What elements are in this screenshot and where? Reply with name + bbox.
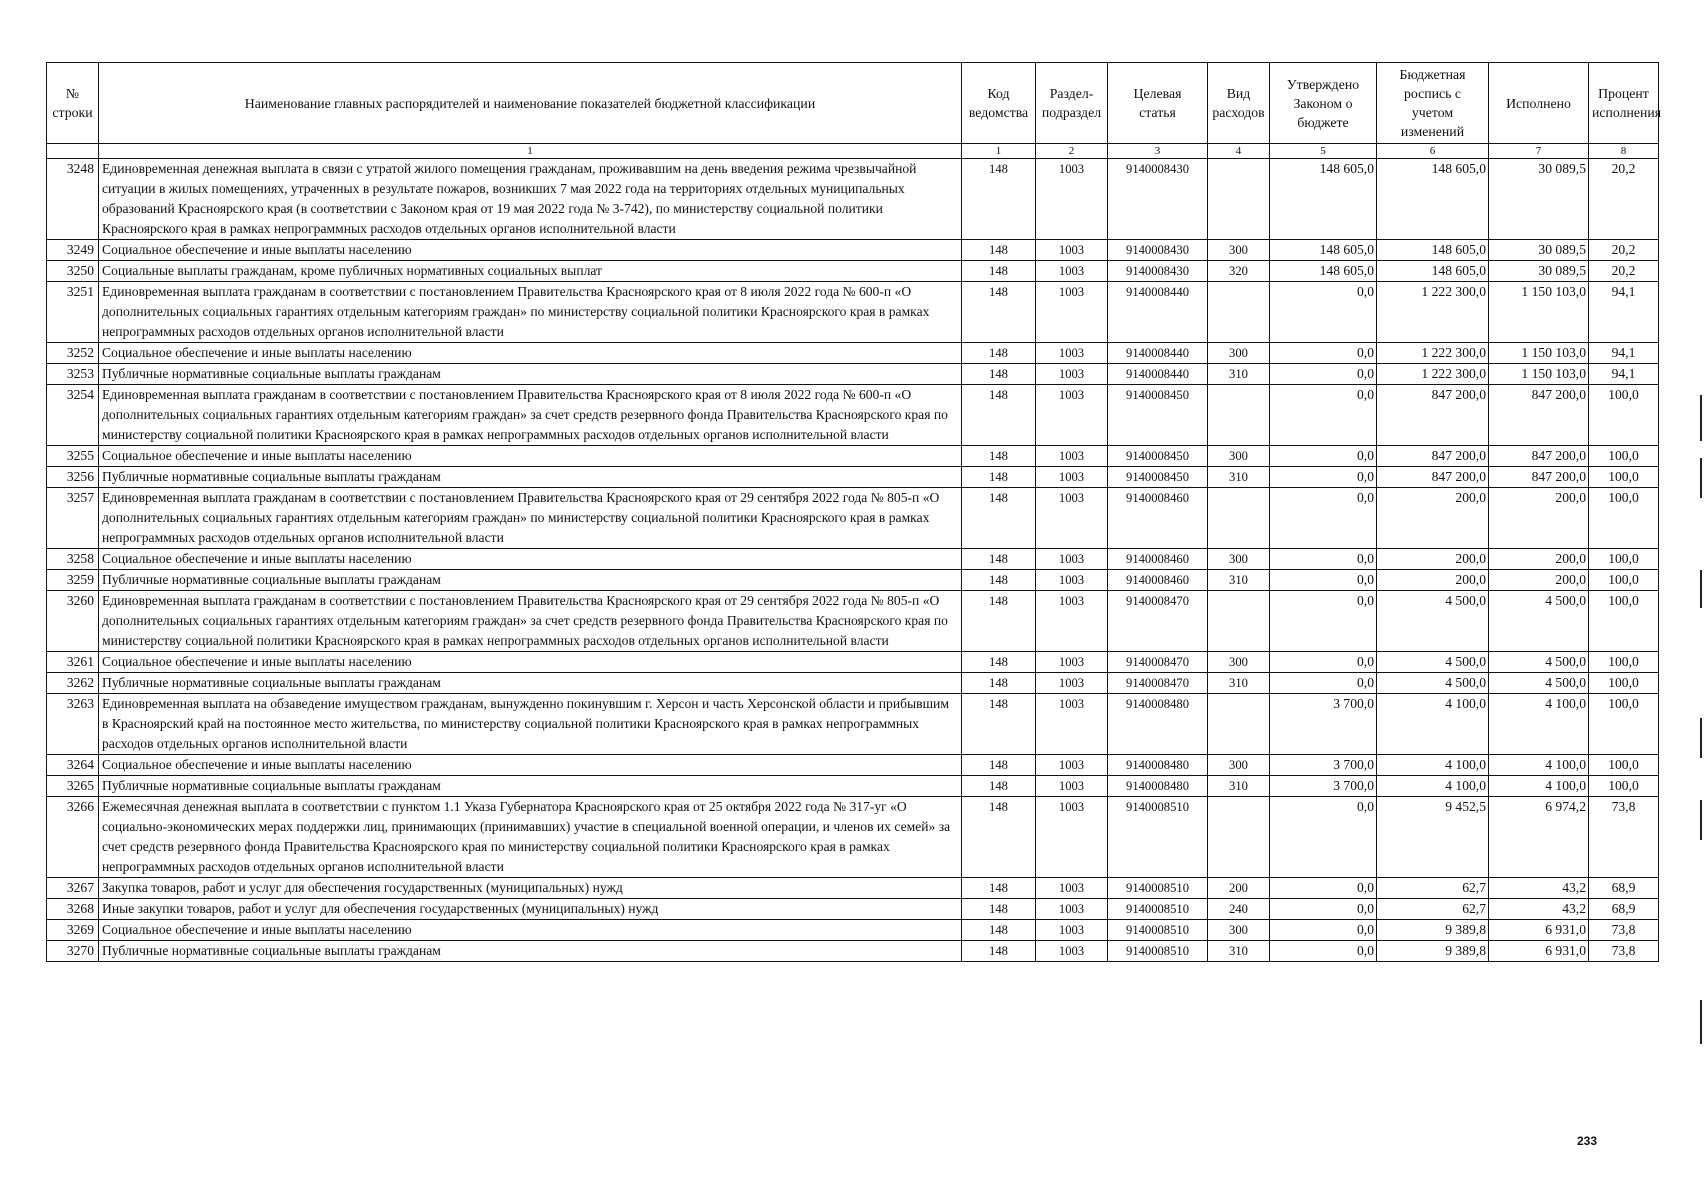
row-number: 3268 — [47, 899, 99, 920]
section-code: 1003 — [1036, 488, 1108, 549]
header-budget-list: Бюджетная роспись с учетом изменений — [1377, 63, 1489, 144]
column-numbers-row — [47, 144, 1659, 159]
header-executed: Исполнено — [1489, 63, 1589, 144]
executed-amount: 30 089,5 — [1489, 240, 1589, 261]
section-code: 1003 — [1036, 282, 1108, 343]
executed-amount: 4 500,0 — [1489, 591, 1589, 652]
execution-percent: 100,0 — [1589, 673, 1659, 694]
section-code: 1003 — [1036, 240, 1108, 261]
row-name: Публичные нормативные социальные выплаты гражданам — [99, 570, 962, 591]
executed-amount: 1 150 103,0 — [1489, 364, 1589, 385]
execution-percent: 94,1 — [1589, 343, 1659, 364]
dept-code: 148 — [962, 364, 1036, 385]
row-number: 3253 — [47, 364, 99, 385]
dept-code: 148 — [962, 899, 1036, 920]
execution-percent: 100,0 — [1589, 776, 1659, 797]
target-code: 9140008470 — [1108, 652, 1208, 673]
approved-amount: 0,0 — [1270, 941, 1377, 962]
section-code: 1003 — [1036, 570, 1108, 591]
table-row — [47, 920, 1659, 941]
expense-type-code: 310 — [1208, 941, 1270, 962]
approved-amount: 0,0 — [1270, 591, 1377, 652]
target-code: 9140008510 — [1108, 878, 1208, 899]
row-number: 3265 — [47, 776, 99, 797]
row-number: 3248 — [47, 159, 99, 240]
section-code: 1003 — [1036, 673, 1108, 694]
executed-amount: 43,2 — [1489, 878, 1589, 899]
budget-amount: 847 200,0 — [1377, 446, 1489, 467]
budget-amount: 4 500,0 — [1377, 673, 1489, 694]
row-name: Единовременная выплата на обзаведение имуществом гражданам, вынужденно покинувшим г. Херсон и часть Херсонской области и прибывшим в Красноярский край на постоянное место жительства, по министерству социальной политики Красноярского края в рамках непрограммных расходов отдельных органов исполнительной власти — [99, 694, 962, 755]
expense-type-code — [1208, 797, 1270, 878]
target-code: 9140008440 — [1108, 343, 1208, 364]
row-number: 3269 — [47, 920, 99, 941]
approved-amount: 0,0 — [1270, 878, 1377, 899]
approved-amount: 148 605,0 — [1270, 159, 1377, 240]
column-number-blank — [47, 144, 99, 159]
scan-edge-mark — [1700, 1000, 1702, 1044]
executed-amount: 847 200,0 — [1489, 385, 1589, 446]
target-code: 9140008460 — [1108, 488, 1208, 549]
table-row — [47, 549, 1659, 570]
expense-type-code: 310 — [1208, 776, 1270, 797]
row-number: 3257 — [47, 488, 99, 549]
executed-amount: 4 500,0 — [1489, 652, 1589, 673]
table-row — [47, 652, 1659, 673]
table-row — [47, 673, 1659, 694]
dept-code: 148 — [962, 591, 1036, 652]
expense-type-code — [1208, 488, 1270, 549]
scan-edge-mark — [1700, 570, 1702, 608]
table-row — [47, 755, 1659, 776]
expense-type-code: 240 — [1208, 899, 1270, 920]
target-code: 9140008450 — [1108, 385, 1208, 446]
budget-amount: 148 605,0 — [1377, 240, 1489, 261]
budget-amount: 4 500,0 — [1377, 652, 1489, 673]
row-number: 3250 — [47, 261, 99, 282]
page-number: 233 — [1577, 1134, 1598, 1148]
execution-percent: 100,0 — [1589, 549, 1659, 570]
approved-amount: 0,0 — [1270, 899, 1377, 920]
dept-code: 148 — [962, 446, 1036, 467]
executed-amount: 1 150 103,0 — [1489, 343, 1589, 364]
approved-amount: 0,0 — [1270, 488, 1377, 549]
section-code: 1003 — [1036, 941, 1108, 962]
target-code: 9140008470 — [1108, 673, 1208, 694]
dept-code: 148 — [962, 549, 1036, 570]
header-approved: Утверждено Законом о бюджете — [1270, 63, 1377, 144]
expense-type-code — [1208, 591, 1270, 652]
column-number: 7 — [1489, 144, 1589, 159]
column-number: 1 — [962, 144, 1036, 159]
target-code: 9140008480 — [1108, 755, 1208, 776]
dept-code: 148 — [962, 570, 1036, 591]
execution-percent: 94,1 — [1589, 282, 1659, 343]
executed-amount: 4 100,0 — [1489, 776, 1589, 797]
row-number: 3256 — [47, 467, 99, 488]
expense-type-code: 300 — [1208, 652, 1270, 673]
budget-amount: 9 389,8 — [1377, 941, 1489, 962]
row-name: Единовременная денежная выплата в связи с утратой жилого помещения гражданам, проживавшим на день введения режима чрезвычайной ситуации в жилых помещениях, утраченных в результате пожаров, возникших 7 мая 2022 года на территориях отдельных муниципальных образований Красноярского края (в соответствии с Законом края от 19 мая 2022 года № 3-742), по министерству социальной политики Красноярского края в рамках непрограммных расходов отдельных органов исполнительной власти — [99, 159, 962, 240]
target-code: 9140008460 — [1108, 549, 1208, 570]
section-code: 1003 — [1036, 343, 1108, 364]
row-number: 3267 — [47, 878, 99, 899]
row-number: 3255 — [47, 446, 99, 467]
expense-type-code: 300 — [1208, 240, 1270, 261]
table-row — [47, 240, 1659, 261]
table-row — [47, 899, 1659, 920]
dept-code: 148 — [962, 261, 1036, 282]
row-number: 3266 — [47, 797, 99, 878]
section-code: 1003 — [1036, 591, 1108, 652]
row-number: 3252 — [47, 343, 99, 364]
expense-type-code: 310 — [1208, 364, 1270, 385]
budget-execution-table-sheet — [46, 62, 1662, 962]
executed-amount: 1 150 103,0 — [1489, 282, 1589, 343]
budget-amount: 62,7 — [1377, 878, 1489, 899]
target-code: 9140008440 — [1108, 282, 1208, 343]
row-name: Социальное обеспечение и иные выплаты населению — [99, 446, 962, 467]
execution-percent: 100,0 — [1589, 591, 1659, 652]
column-number: 6 — [1377, 144, 1489, 159]
dept-code: 148 — [962, 652, 1036, 673]
budget-amount: 62,7 — [1377, 899, 1489, 920]
section-code: 1003 — [1036, 652, 1108, 673]
approved-amount: 148 605,0 — [1270, 240, 1377, 261]
approved-amount: 0,0 — [1270, 364, 1377, 385]
row-number: 3251 — [47, 282, 99, 343]
approved-amount: 3 700,0 — [1270, 755, 1377, 776]
dept-code: 148 — [962, 755, 1036, 776]
dept-code: 148 — [962, 240, 1036, 261]
expense-type-code: 310 — [1208, 673, 1270, 694]
budget-amount: 4 100,0 — [1377, 694, 1489, 755]
header-name: Наименование главных распорядителей и наименование показателей бюджетной классификации — [99, 63, 962, 144]
executed-amount: 6 931,0 — [1489, 920, 1589, 941]
header-dept-code: Код ведомства — [962, 63, 1036, 144]
row-name: Единовременная выплата гражданам в соответствии с постановлением Правительства Красноярского края от 29 сентября 2022 года № 805-п «О дополнительных социальных гарантиях отдельным категориям граждан» по министерству социальной политики Красноярского края в рамках непрограммных расходов отдельных органов исполнительной власти — [99, 488, 962, 549]
dept-code: 148 — [962, 159, 1036, 240]
executed-amount: 6 931,0 — [1489, 941, 1589, 962]
execution-percent: 100,0 — [1589, 467, 1659, 488]
budget-execution-table — [46, 62, 1662, 962]
dept-code: 148 — [962, 282, 1036, 343]
expense-type-code — [1208, 159, 1270, 240]
table-row — [47, 282, 1659, 343]
execution-percent: 100,0 — [1589, 488, 1659, 549]
row-name: Социальное обеспечение и иные выплаты населению — [99, 549, 962, 570]
approved-amount: 0,0 — [1270, 385, 1377, 446]
row-name: Социальное обеспечение и иные выплаты населению — [99, 755, 962, 776]
header-expense-type: Вид расходов — [1208, 63, 1270, 144]
column-number: 4 — [1208, 144, 1270, 159]
column-number: 5 — [1270, 144, 1377, 159]
execution-percent: 68,9 — [1589, 899, 1659, 920]
table-row — [47, 694, 1659, 755]
target-code: 9140008460 — [1108, 570, 1208, 591]
target-code: 9140008510 — [1108, 797, 1208, 878]
expense-type-code: 310 — [1208, 570, 1270, 591]
dept-code: 148 — [962, 343, 1036, 364]
dept-code: 148 — [962, 694, 1036, 755]
section-code: 1003 — [1036, 261, 1108, 282]
dept-code: 148 — [962, 488, 1036, 549]
budget-amount: 200,0 — [1377, 549, 1489, 570]
budget-amount: 1 222 300,0 — [1377, 282, 1489, 343]
table-row — [47, 159, 1659, 240]
approved-amount: 0,0 — [1270, 673, 1377, 694]
executed-amount: 30 089,5 — [1489, 261, 1589, 282]
row-name: Публичные нормативные социальные выплаты гражданам — [99, 364, 962, 385]
dept-code: 148 — [962, 941, 1036, 962]
dept-code: 148 — [962, 385, 1036, 446]
approved-amount: 0,0 — [1270, 570, 1377, 591]
approved-amount: 0,0 — [1270, 446, 1377, 467]
approved-amount: 0,0 — [1270, 797, 1377, 878]
column-number: 3 — [1108, 144, 1208, 159]
row-name: Публичные нормативные социальные выплаты гражданам — [99, 941, 962, 962]
table-row — [47, 797, 1659, 878]
dept-code: 148 — [962, 673, 1036, 694]
approved-amount: 148 605,0 — [1270, 261, 1377, 282]
row-name: Социальные выплаты гражданам, кроме публичных нормативных социальных выплат — [99, 261, 962, 282]
executed-amount: 200,0 — [1489, 488, 1589, 549]
scan-edge-mark — [1700, 458, 1702, 498]
section-code: 1003 — [1036, 446, 1108, 467]
header-percent: Процент исполнения — [1589, 63, 1659, 144]
column-number: 2 — [1036, 144, 1108, 159]
execution-percent: 100,0 — [1589, 755, 1659, 776]
row-name: Социальное обеспечение и иные выплаты населению — [99, 920, 962, 941]
section-code: 1003 — [1036, 549, 1108, 570]
target-code: 9140008430 — [1108, 240, 1208, 261]
table-row — [47, 261, 1659, 282]
executed-amount: 200,0 — [1489, 570, 1589, 591]
execution-percent: 20,2 — [1589, 240, 1659, 261]
approved-amount: 0,0 — [1270, 343, 1377, 364]
budget-amount: 9 452,5 — [1377, 797, 1489, 878]
table-row — [47, 364, 1659, 385]
target-code: 9140008470 — [1108, 591, 1208, 652]
row-name: Публичные нормативные социальные выплаты гражданам — [99, 776, 962, 797]
budget-amount: 4 100,0 — [1377, 755, 1489, 776]
row-name: Закупка товаров, работ и услуг для обеспечения государственных (муниципальных) нужд — [99, 878, 962, 899]
execution-percent: 100,0 — [1589, 446, 1659, 467]
header-section: Раздел- подраздел — [1036, 63, 1108, 144]
table-row — [47, 446, 1659, 467]
row-name: Социальное обеспечение и иные выплаты населению — [99, 240, 962, 261]
execution-percent: 73,8 — [1589, 920, 1659, 941]
row-name: Ежемесячная денежная выплата в соответствии с пунктом 1.1 Указа Губернатора Красноярского края от 25 октября 2022 года № 317-уг «О социально-экономических мерах поддержки лиц, принимающих (принимавших) участие в специальной военной операции, и членов их семей» за счет средств резервного фонда Правительства Красноярского края по министерству социальной политики Красноярского края в рамках непрограммных расходов отдельных органов исполнительной власти — [99, 797, 962, 878]
execution-percent: 100,0 — [1589, 570, 1659, 591]
budget-amount: 148 605,0 — [1377, 261, 1489, 282]
executed-amount: 6 974,2 — [1489, 797, 1589, 878]
executed-amount: 4 100,0 — [1489, 694, 1589, 755]
section-code: 1003 — [1036, 776, 1108, 797]
row-name: Единовременная выплата гражданам в соответствии с постановлением Правительства Красноярского края от 29 сентября 2022 года № 805-п «О дополнительных социальных гарантиях отдельным категориям граждан» за счет средств резервного фонда Правительства Красноярского края по министерству социальной политики Красноярского края в рамках непрограммных расходов отдельных органов исполнительной власти — [99, 591, 962, 652]
execution-percent: 100,0 — [1589, 385, 1659, 446]
approved-amount: 0,0 — [1270, 282, 1377, 343]
row-name: Публичные нормативные социальные выплаты гражданам — [99, 673, 962, 694]
budget-amount: 847 200,0 — [1377, 467, 1489, 488]
table-row — [47, 385, 1659, 446]
execution-percent: 100,0 — [1589, 652, 1659, 673]
expense-type-code — [1208, 282, 1270, 343]
expense-type-code: 320 — [1208, 261, 1270, 282]
expense-type-code: 300 — [1208, 343, 1270, 364]
approved-amount: 0,0 — [1270, 549, 1377, 570]
dept-code: 148 — [962, 920, 1036, 941]
execution-percent: 20,2 — [1589, 261, 1659, 282]
target-code: 9140008480 — [1108, 694, 1208, 755]
row-name: Единовременная выплата гражданам в соответствии с постановлением Правительства Красноярского края от 8 июля 2022 года № 600-п «О дополнительных социальных гарантиях отдельным категориям граждан» по министерству социальной политики Красноярского края в рамках непрограммных расходов отдельных органов исполнительной власти — [99, 282, 962, 343]
section-code: 1003 — [1036, 385, 1108, 446]
row-number: 3264 — [47, 755, 99, 776]
approved-amount: 0,0 — [1270, 920, 1377, 941]
budget-amount: 9 389,8 — [1377, 920, 1489, 941]
row-number: 3261 — [47, 652, 99, 673]
dept-code: 148 — [962, 797, 1036, 878]
header-row — [47, 63, 1659, 144]
section-code: 1003 — [1036, 694, 1108, 755]
row-number: 3270 — [47, 941, 99, 962]
expense-type-code: 300 — [1208, 446, 1270, 467]
table-row — [47, 776, 1659, 797]
row-number: 3249 — [47, 240, 99, 261]
budget-amount: 148 605,0 — [1377, 159, 1489, 240]
target-code: 9140008510 — [1108, 920, 1208, 941]
budget-amount: 200,0 — [1377, 570, 1489, 591]
column-number: 8 — [1589, 144, 1659, 159]
section-code: 1003 — [1036, 364, 1108, 385]
expense-type-code: 300 — [1208, 755, 1270, 776]
section-code: 1003 — [1036, 920, 1108, 941]
table-row — [47, 941, 1659, 962]
expense-type-code: 300 — [1208, 549, 1270, 570]
table-body — [47, 159, 1659, 962]
approved-amount: 3 700,0 — [1270, 694, 1377, 755]
budget-amount: 4 100,0 — [1377, 776, 1489, 797]
section-code: 1003 — [1036, 878, 1108, 899]
target-code: 9140008430 — [1108, 261, 1208, 282]
expense-type-code — [1208, 694, 1270, 755]
execution-percent: 20,2 — [1589, 159, 1659, 240]
budget-amount: 4 500,0 — [1377, 591, 1489, 652]
table-row — [47, 878, 1659, 899]
expense-type-code — [1208, 385, 1270, 446]
execution-percent: 100,0 — [1589, 694, 1659, 755]
executed-amount: 4 500,0 — [1489, 673, 1589, 694]
row-number: 3260 — [47, 591, 99, 652]
row-name: Иные закупки товаров, работ и услуг для обеспечения государственных (муниципальных) нужд — [99, 899, 962, 920]
expense-type-code: 310 — [1208, 467, 1270, 488]
row-name: Социальное обеспечение и иные выплаты населению — [99, 652, 962, 673]
expense-type-code: 300 — [1208, 920, 1270, 941]
budget-amount: 200,0 — [1377, 488, 1489, 549]
section-code: 1003 — [1036, 159, 1108, 240]
dept-code: 148 — [962, 776, 1036, 797]
table-row — [47, 467, 1659, 488]
section-code: 1003 — [1036, 899, 1108, 920]
row-number: 3262 — [47, 673, 99, 694]
header-row-number: № строки — [47, 63, 99, 144]
budget-amount: 847 200,0 — [1377, 385, 1489, 446]
scan-edge-mark — [1700, 395, 1702, 441]
target-code: 9140008510 — [1108, 941, 1208, 962]
executed-amount: 847 200,0 — [1489, 446, 1589, 467]
target-code: 9140008430 — [1108, 159, 1208, 240]
budget-amount: 1 222 300,0 — [1377, 343, 1489, 364]
approved-amount: 3 700,0 — [1270, 776, 1377, 797]
row-name: Социальное обеспечение и иные выплаты населению — [99, 343, 962, 364]
table-row — [47, 591, 1659, 652]
target-code: 9140008450 — [1108, 446, 1208, 467]
table-row — [47, 343, 1659, 364]
executed-amount: 30 089,5 — [1489, 159, 1589, 240]
execution-percent: 73,8 — [1589, 941, 1659, 962]
execution-percent: 73,8 — [1589, 797, 1659, 878]
approved-amount: 0,0 — [1270, 652, 1377, 673]
row-number: 3254 — [47, 385, 99, 446]
header-target: Целевая статья — [1108, 63, 1208, 144]
expense-type-code: 200 — [1208, 878, 1270, 899]
approved-amount: 0,0 — [1270, 467, 1377, 488]
column-number: 1 — [99, 144, 962, 159]
table-row — [47, 570, 1659, 591]
execution-percent: 68,9 — [1589, 878, 1659, 899]
dept-code: 148 — [962, 878, 1036, 899]
target-code: 9140008480 — [1108, 776, 1208, 797]
scan-edge-mark — [1700, 800, 1702, 840]
row-name: Единовременная выплата гражданам в соответствии с постановлением Правительства Красноярского края от 8 июля 2022 года № 600-п «О дополнительных социальных гарантиях отдельным категориям граждан» за счет средств резервного фонда Правительства Красноярского края по министерству социальной политики Красноярского края в рамках непрограммных расходов отдельных органов исполнительной власти — [99, 385, 962, 446]
execution-percent: 94,1 — [1589, 364, 1659, 385]
scan-edge-mark — [1700, 718, 1702, 758]
section-code: 1003 — [1036, 467, 1108, 488]
target-code: 9140008440 — [1108, 364, 1208, 385]
executed-amount: 847 200,0 — [1489, 467, 1589, 488]
target-code: 9140008510 — [1108, 899, 1208, 920]
row-name: Публичные нормативные социальные выплаты гражданам — [99, 467, 962, 488]
executed-amount: 200,0 — [1489, 549, 1589, 570]
section-code: 1003 — [1036, 755, 1108, 776]
row-number: 3259 — [47, 570, 99, 591]
table-row — [47, 488, 1659, 549]
executed-amount: 4 100,0 — [1489, 755, 1589, 776]
target-code: 9140008450 — [1108, 467, 1208, 488]
executed-amount: 43,2 — [1489, 899, 1589, 920]
budget-amount: 1 222 300,0 — [1377, 364, 1489, 385]
row-number: 3263 — [47, 694, 99, 755]
row-number: 3258 — [47, 549, 99, 570]
dept-code: 148 — [962, 467, 1036, 488]
section-code: 1003 — [1036, 797, 1108, 878]
